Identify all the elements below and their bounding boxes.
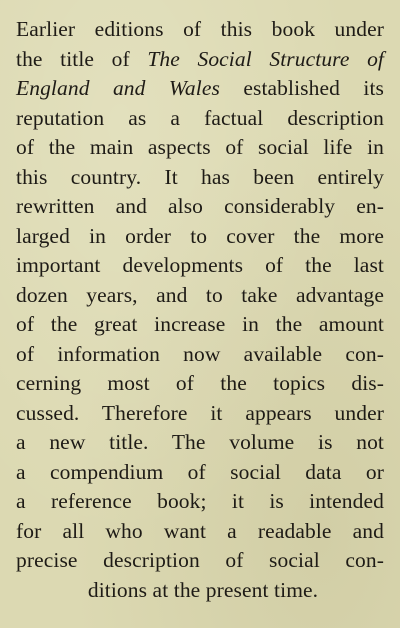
blurb-text: a compendium of social data or xyxy=(16,459,384,484)
blurb-text: established its xyxy=(219,76,384,100)
blurb-text: for all who want a readable and xyxy=(16,518,384,543)
blurb-text: this country. It has been entirely xyxy=(16,164,384,189)
blurb-text: precise description of social con- xyxy=(16,548,384,572)
blurb-text: dozen years, and to take advantage xyxy=(16,282,384,307)
blurb-line xyxy=(16,133,384,163)
blurb-text: a new title. The volume is not xyxy=(16,430,384,454)
blurb-line xyxy=(16,45,384,75)
blurb-text: the title of xyxy=(16,46,148,71)
blurb-line xyxy=(16,369,384,399)
blurb-line xyxy=(16,428,384,458)
blurb-text: of the main aspects of social life in xyxy=(16,135,384,159)
blurb-text: cerning most of the topics dis- xyxy=(16,371,384,395)
blurb-text: ditions at the present time. xyxy=(87,577,319,602)
blurb-text: larged in order to cover the more xyxy=(16,223,384,248)
blurb-text: a reference book; it is intended xyxy=(16,489,384,513)
blurb-line xyxy=(16,340,384,370)
blurb-line xyxy=(16,517,384,547)
blurb-line xyxy=(16,15,384,45)
blurb-italic-title-text: England and Wales xyxy=(16,76,220,100)
blurb-text: of information now available con- xyxy=(16,341,384,366)
blurb-text: of the great increase in the amount xyxy=(16,312,384,336)
blurb-text: Earlier editions of this book under xyxy=(16,17,384,41)
blurb-line xyxy=(16,74,384,104)
blurb-line xyxy=(16,576,384,606)
blurb-italic-title-text: The Social Structure of xyxy=(147,46,384,71)
blurb-line xyxy=(16,222,384,252)
blurb-line xyxy=(16,399,384,429)
blurb-line xyxy=(16,458,384,488)
blurb-text: reputation as a factual description xyxy=(16,105,384,130)
blurb-line xyxy=(16,104,384,134)
blurb-line xyxy=(16,192,384,222)
blurb-text: important developments of the last xyxy=(16,253,384,277)
blurb-line xyxy=(16,546,384,576)
book-blurb-paragraph xyxy=(16,15,384,605)
blurb-line xyxy=(16,251,384,281)
blurb-text: cussed. Therefore it appears under xyxy=(16,400,384,425)
blurb-line xyxy=(16,281,384,311)
blurb-line xyxy=(16,487,384,517)
blurb-text: rewritten and also considerably en- xyxy=(16,194,384,218)
blurb-line xyxy=(16,310,384,340)
blurb-line xyxy=(16,163,384,193)
